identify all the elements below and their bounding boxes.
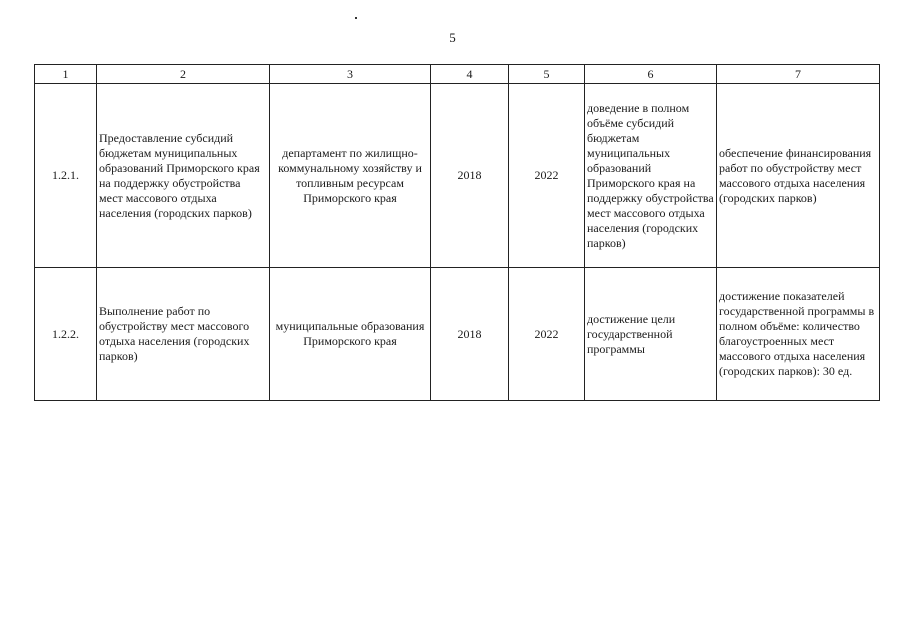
header-cell: 7: [717, 65, 880, 84]
start-year: 2018: [431, 268, 509, 401]
executor: муниципальные образования Приморского края: [270, 268, 431, 401]
header-cell: 6: [585, 65, 717, 84]
table-row: [35, 84, 880, 268]
header-row: [35, 65, 880, 84]
indicator: достижение показателей государственной программы в полном объёме: количество благоустроенных мест массового отдыха населения (городских парков): 30 ед.: [717, 268, 880, 401]
activity-name: Выполнение работ по обустройству мест массового отдыха населения (городских парков): [97, 268, 270, 401]
header-cell: 3: [270, 65, 431, 84]
indicator: обеспечение финансирования работ по обустройству мест массового отдыха населения (городских парков): [717, 84, 880, 268]
start-year: 2018: [431, 84, 509, 268]
row-number: 1.2.1.: [35, 84, 97, 268]
header-cell: 5: [509, 65, 585, 84]
expected-result: доведение в полном объёме субсидий бюджетам муниципальных образований Приморского края на поддержку обустройства мест массового отдыха населения (городских парков): [585, 84, 717, 268]
expected-result: достижение цели государственной программы: [585, 268, 717, 401]
page-number: 5: [449, 30, 456, 45]
header-cell: 1: [35, 65, 97, 84]
table-row: [35, 268, 880, 401]
executor: департамент по жилищно-коммунальному хозяйству и топливным ресурсам Приморского края: [270, 84, 431, 268]
end-year: 2022: [509, 84, 585, 268]
row-number: 1.2.2.: [35, 268, 97, 401]
header-cell: 2: [97, 65, 270, 84]
scan-speck: [355, 17, 357, 19]
header-cell: 4: [431, 65, 509, 84]
activities-table: [34, 64, 880, 401]
end-year: 2022: [509, 268, 585, 401]
activity-name: Предоставление субсидий бюджетам муниципальных образований Приморского края на поддержку обустройства мест массового отдыха населения (городских парков): [97, 84, 270, 268]
